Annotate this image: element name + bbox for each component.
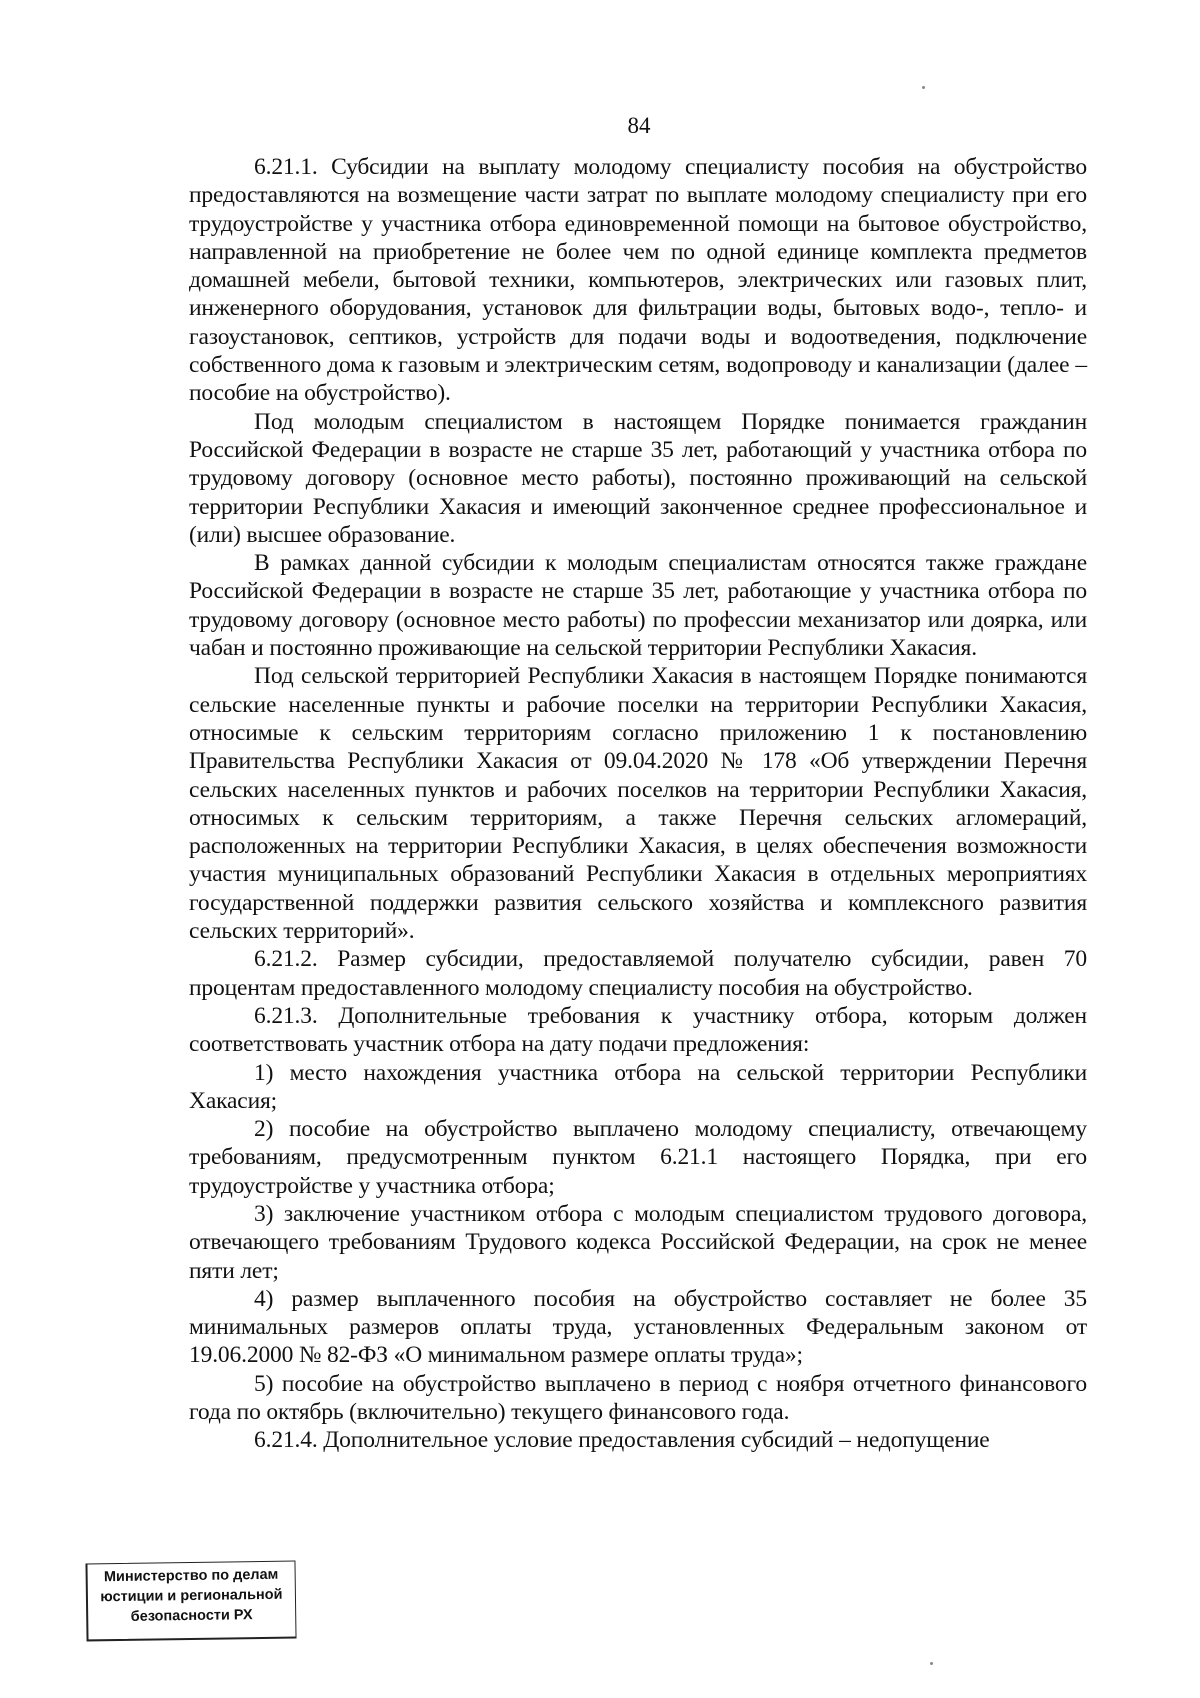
ministry-stamp	[85, 1561, 296, 1642]
scan-speck	[930, 1662, 933, 1665]
stamp-line-1: Министерство по делам	[103, 1566, 279, 1586]
stamp-line-2: юстиции и региональной	[100, 1586, 283, 1606]
list-item-4: 4) размер выплаченного пособия на обустройство составляет не более 35 минимальных размеров оплаты труда, установленных Федеральным законом от 19.06.2000 № 82-ФЗ «О минимальном размере оплаты труда»;	[189, 1285, 1087, 1369]
scan-speck	[922, 86, 925, 89]
list-item-5: 5) пособие на обустройство выплачено в период с ноября отчетного финансового года по октябрь (включительно) текущего финансового года.	[189, 1370, 1087, 1426]
page-number: 84	[627, 113, 651, 138]
paragraph-6-21-4: 6.21.4. Дополнительное условие предоставления субсидий – недопущение	[254, 1427, 990, 1454]
list-item-1: 1) место нахождения участника отбора на сельской территории Республики Хакасия;	[189, 1059, 1087, 1114]
paragraph-young-specialist-definition: Под молодым специалистом в настоящем Порядке понимается гражданин Российской Федерации в возрасте не старше 35 лет, работающий у участника отбора по трудовому договору (основное место работы), постоянно проживающий на сельской территории Республики Хакасия и имеющий законченное среднее профессиональное и (или) высшее образование.	[189, 408, 1087, 548]
document-body	[189, 153, 1087, 1455]
paragraph-6-21-1: 6.21.1. Субсидии на выплату молодому специалисту пособия на обустройство предоставляются на возмещение части затрат по выплате молодому специалисту при его трудоустройстве у участника отбора единовременной помощи на бытовое обустройство, направленной на приобретение не более чем по одной единице комплекта предметов домашней мебели, бытовой техники, компьютеров, электрических или газовых плит, инженерного оборудования, установок для фильтрации воды, бытовых водо-, тепло- и газоустановок, септиков, устройств для подачи воды и водоотведения, подключение собственного дома к газовым и электрическим сетям, водопроводу и канализации (далее – пособие на обустройство).	[189, 154, 1087, 407]
paragraph-6-21-2: 6.21.2. Размер субсидии, предоставляемой получателю субсидии, равен 70 процентам предоставленного молодому специалисту пособия на обустройство.	[189, 946, 1087, 1001]
stamp-line-3: безопасности РХ	[130, 1607, 253, 1625]
paragraph-rural-territory-definition: Под сельской территорией Республики Хакасия в настоящем Порядке понимаются сельские населенные пункты и рабочие поселки на территории Республики Хакасия, относимые к сельским территориям согласно приложению 1 к постановлению Правительства Республики Хакасия от 09.04.2020 № 178 «Об утверждении Перечня сельских населенных пунктов и рабочих поселков на территории Республики Хакасия, относимых к сельским территориям, а также Перечня сельских агломераций, расположенных на территории Республики Хакасия, в целях обеспечения возможности участия муниципальных образований Республики Хакасия в отдельных мероприятиях государственной поддержки развития сельского хозяйства и комплексного развития сельских территорий».	[189, 663, 1087, 945]
paragraph-6-21-3: 6.21.3. Дополнительные требования к участнику отбора, которым должен соответствовать участник отбора на дату подачи предложения:	[189, 1002, 1087, 1058]
list-item-3: 3) заключение участником отбора с молодым специалистом трудового договора, отвечающего требованиям Трудового кодекса Российской Федерации, на срок не менее пяти лет;	[189, 1200, 1087, 1284]
paragraph-young-specialist-extension: В рамках данной субсидии к молодым специалистам относятся также граждане Российской Федерации в возрасте не старше 35 лет, работающие у участника отбора по трудовому договору (основное место работы) по профессии механизатор или доярка, или чабан и постоянно проживающие на сельской территории Республики Хакасия.	[189, 550, 1087, 662]
list-item-2: 2) пособие на обустройство выплачено молодому специалисту, отвечающему требованиям, предусмотренным пунктом 6.21.1 настоящего Порядка, при его трудоустройстве у участника отбора;	[189, 1116, 1087, 1199]
